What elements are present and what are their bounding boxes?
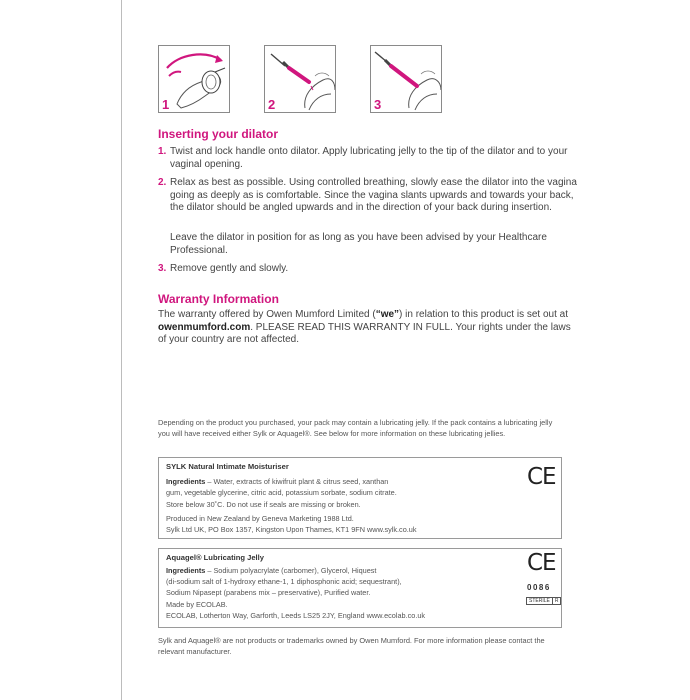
sterile-symbol-icon <box>526 597 561 605</box>
sylk-line: gum, vegetable glycerine, citric acid, potassium sorbate, sodium citrate. <box>166 488 397 497</box>
dilator-insert-icon <box>265 46 336 113</box>
step-1 <box>158 146 578 171</box>
sylk-line: – Water, extracts of kiwifruit plant & citrus seed, xanthan <box>205 477 389 486</box>
trademark-footer: Sylk and Aquagel® are not products or trademarks owned by Owen Mumford. For more information please contact the relevant manufacturer. <box>158 636 545 656</box>
ce-mark-icon: CE <box>527 464 556 490</box>
step-text: Relax as best as possible. Using controlled breathing, slowly ease the dilator into the vagina going as deeply as is comfortable. Since the vagina slants upwards and towards your back, the dilator should be angled upwards and in the direction of your back during insertion. <box>170 177 577 214</box>
aquagel-info-box <box>158 548 562 628</box>
step-text: Leave the dilator in position for as long as you have been advised by your Healthcare Professional. <box>170 232 547 256</box>
aquagel-line: Made by ECOLAB. <box>166 600 228 609</box>
ingredients-label: Ingredients <box>166 566 206 575</box>
notified-body-code: 0086 <box>527 583 551 592</box>
sylk-line: Store below 30˚C. Do not use if seals are missing or broken. <box>166 500 361 509</box>
sylk-line: Produced in New Zealand by Geneva Marketing 1988 Ltd. <box>166 514 354 523</box>
aquagel-title: Aquagel® Lubricating Jelly <box>166 553 265 562</box>
illustration-number: 1 <box>162 97 170 112</box>
lubricant-intro: Depending on the product you purchased, your pack may contain a lubricating jelly. If the pack contains a lubricating jelly you will have received either Sylk or Aquagel®. See below for more information on these lubricating jellies. <box>158 418 553 438</box>
warranty-text-part: ) in relation to this product is set out at <box>399 309 569 320</box>
warranty-we: “we” <box>375 309 400 320</box>
illustration-number: 3 <box>374 97 382 112</box>
illustration-1 <box>158 45 230 113</box>
sterile-method: R <box>552 598 561 604</box>
aquagel-line: (di-sodium salt of 1-hydroxy ethane-1, 1 diphosphonic acid; sequestrant), <box>166 577 402 586</box>
dilator-angled-icon <box>371 46 442 113</box>
handle-twist-icon <box>159 46 230 113</box>
aquagel-line: – Sodium polyacrylate (carbomer), Glycerol, Hiquest <box>205 566 377 575</box>
warranty-heading: Warranty Information <box>158 292 279 306</box>
sylk-line: Sylk Ltd UK, PO Box 1357, Kingston Upon Thames, KT1 9FN www.sylk.co.uk <box>166 525 417 534</box>
aquagel-line: Sodium Nipasept (parabens mix – preservative), Purified water. <box>166 588 371 597</box>
step-2 <box>158 177 578 215</box>
warranty-text-part: . PLEASE READ THIS WARRANTY IN FULL. Your rights under the laws of your country are not affected. <box>158 321 571 346</box>
page-fold-line <box>121 0 122 700</box>
step-text: Remove gently and slowly. <box>170 263 289 274</box>
sterile-label: STERILE <box>529 598 550 604</box>
warranty-text <box>158 309 578 347</box>
illustration-row <box>158 45 578 113</box>
sylk-info-box <box>158 457 562 539</box>
step-number: 1. <box>158 146 167 157</box>
inserting-heading: Inserting your dilator <box>158 127 279 141</box>
sylk-ingredients <box>166 477 388 486</box>
step-text: Twist and lock handle onto dilator. Apply lubricating jelly to the tip of the dilator and to your vaginal opening. <box>170 146 568 170</box>
ce-mark-icon: CE <box>527 550 556 576</box>
illustration-number: 2 <box>268 97 276 112</box>
step-number: 2. <box>158 177 167 188</box>
warranty-website-link[interactable]: owenmumford.com <box>158 321 251 333</box>
step-number: 3. <box>158 263 167 274</box>
step-2-note <box>158 232 578 257</box>
warranty-text-part: The warranty offered by Owen Mumford Limited ( <box>158 309 376 320</box>
illustration-3 <box>370 45 442 113</box>
sylk-title: SYLK Natural Intimate Moisturiser <box>166 462 289 471</box>
aquagel-line: ECOLAB, Lotherton Way, Garforth, Leeds LS25 2JY, England www.ecolab.co.uk <box>166 611 426 620</box>
ingredients-label: Ingredients <box>166 477 206 486</box>
aquagel-ingredients <box>166 566 376 575</box>
step-3 <box>158 263 578 276</box>
illustration-2 <box>264 45 336 113</box>
